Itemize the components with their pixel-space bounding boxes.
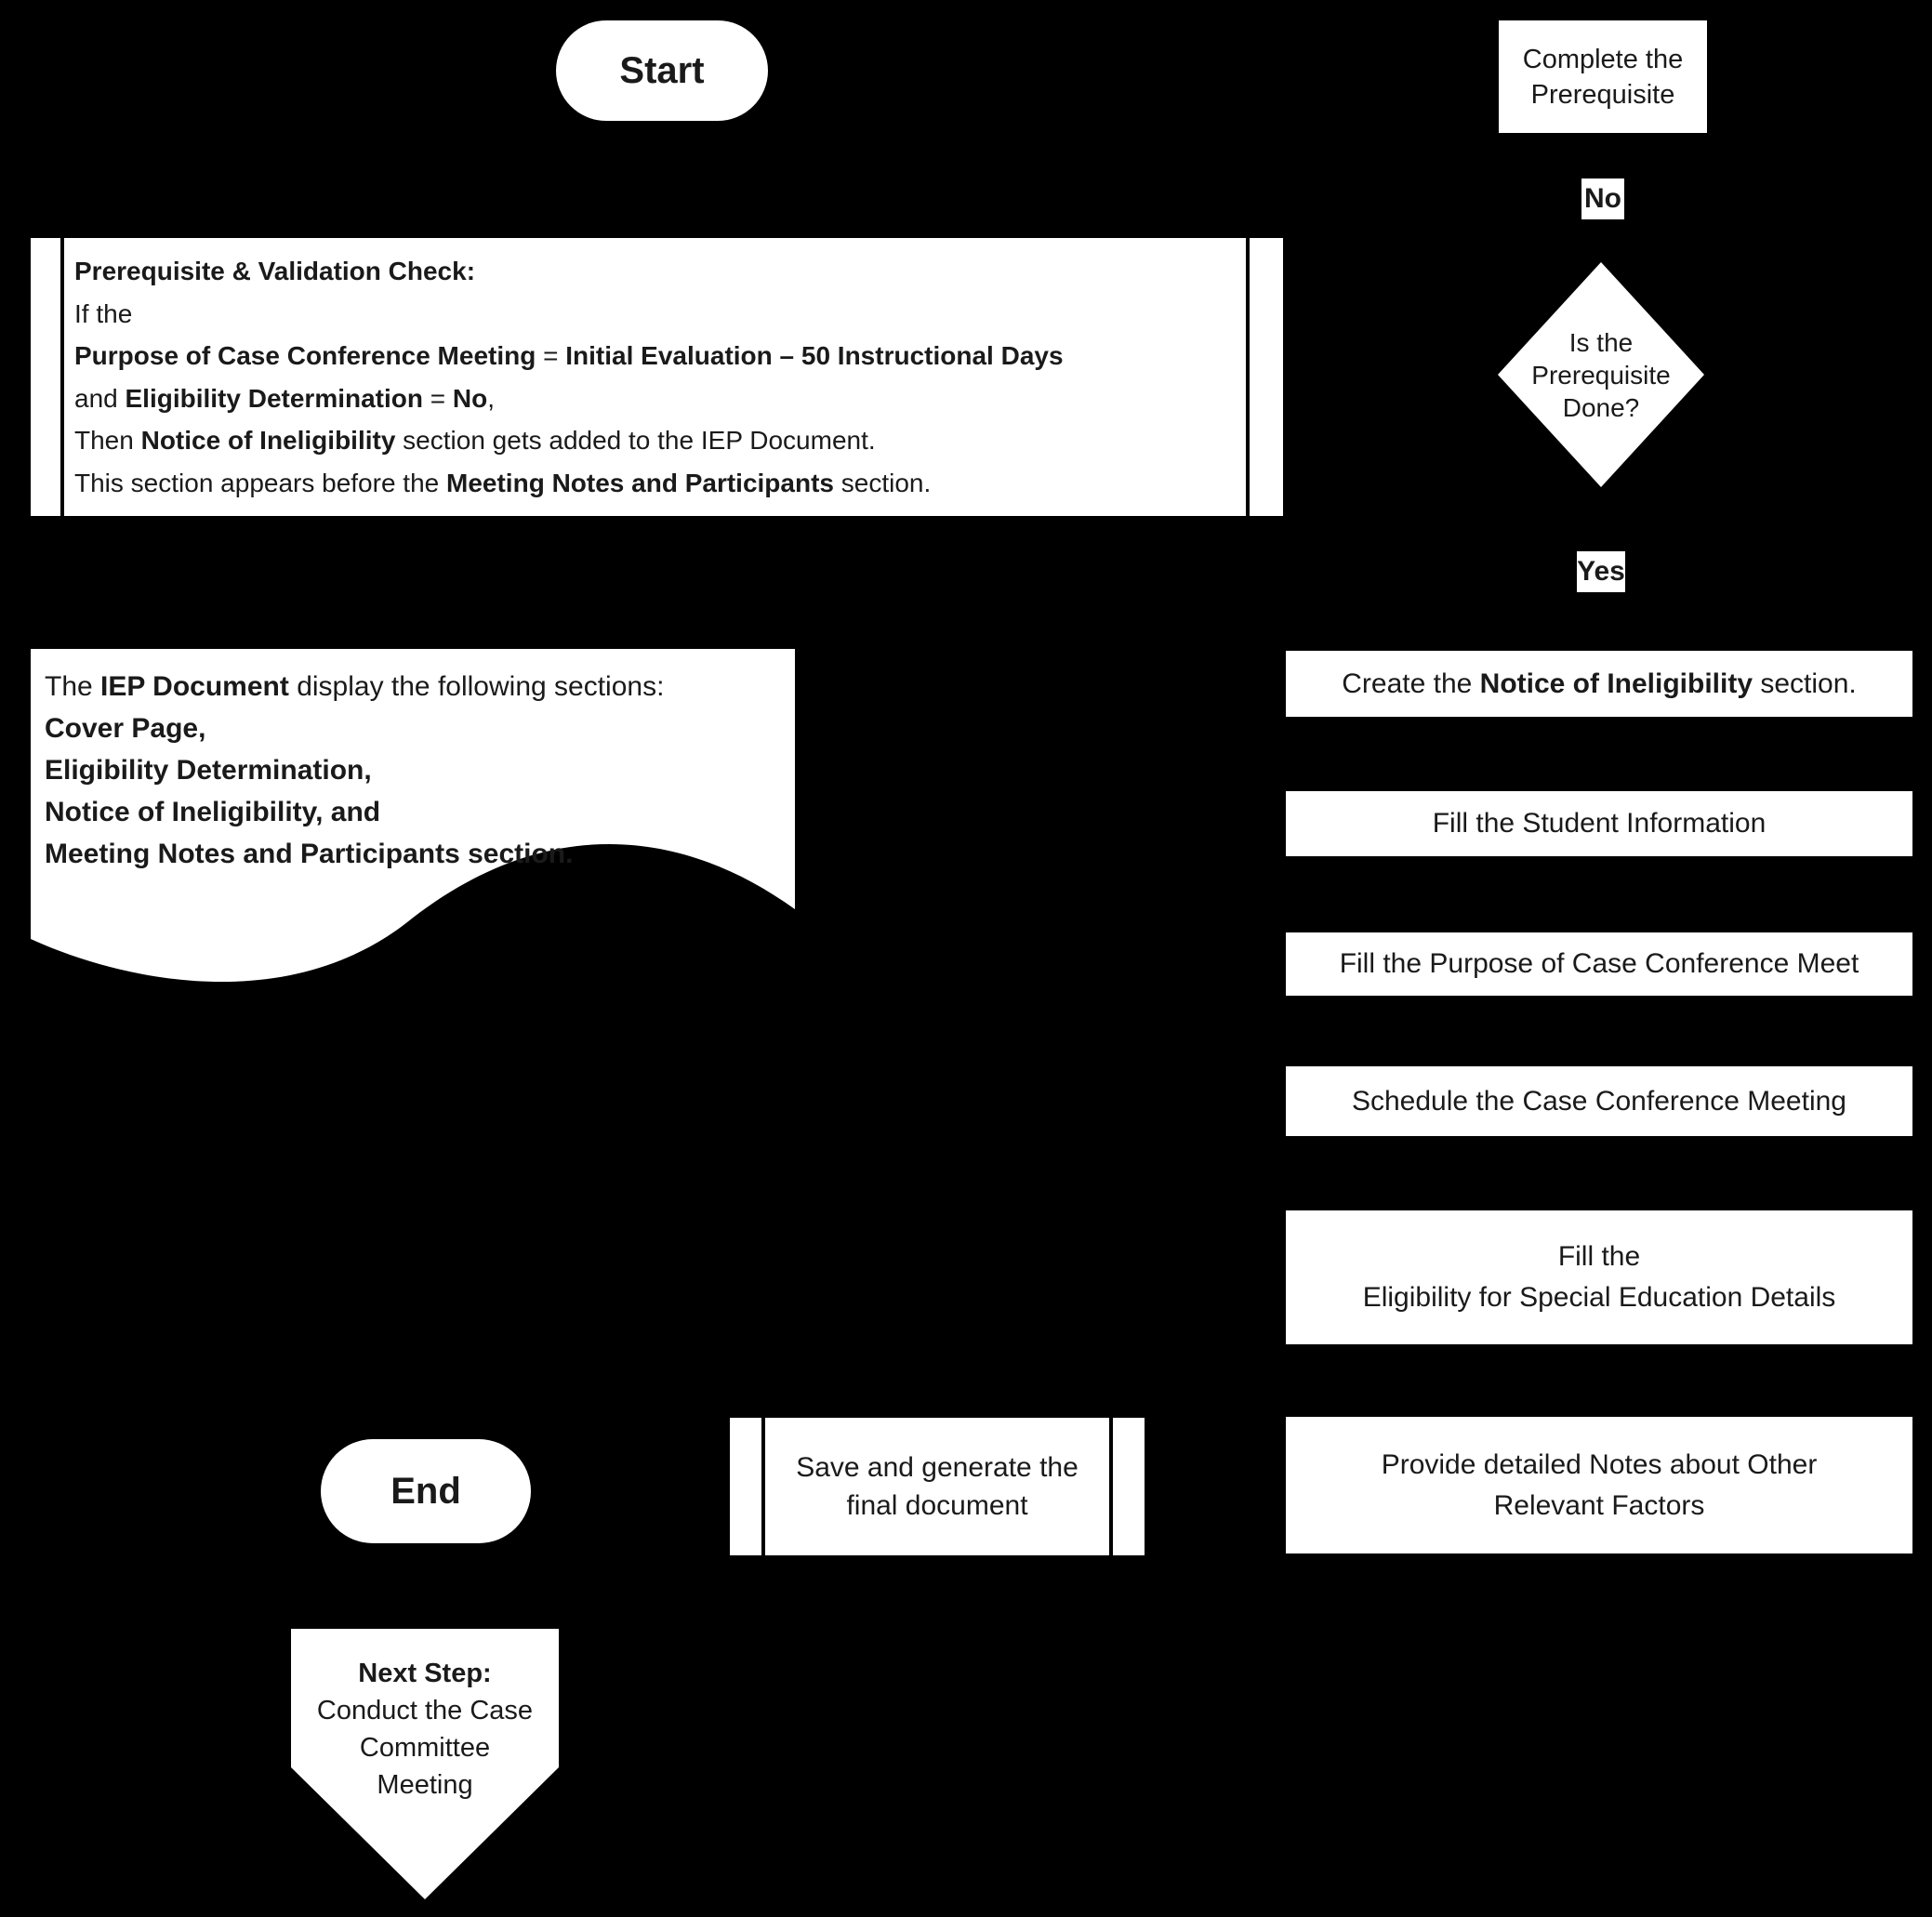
fill-student-information-label: Fill the Student Information [1432, 808, 1767, 839]
prerequisite-validation-text: Prerequisite & Validation Check: If the Purpose of Case Conference Meeting = Initial Evaluation – 50 Instructional Days and Eligibility Determination = No, Then Notice of Ineligibility section gets added to the IEP Document. This section appears before the Meeting Notes and Participants section. [74, 257, 1064, 497]
save-generate-label: Save and generate the final document [796, 1452, 1078, 1521]
no-branch-label: No [1581, 178, 1624, 219]
next-step-label: Next Step: Conduct the Case Committee Meeting [316, 1659, 534, 1800]
decision-label: Is the Prerequisite Done? [1531, 327, 1671, 422]
iep-document-text: The IEP Document display the following sections: Cover Page, Eligibility Determination, Notice of Ineligibility, and Meeting Notes and Participants section. [45, 671, 665, 869]
save-generate-step [730, 1418, 1145, 1555]
provide-notes-step [1286, 1417, 1912, 1553]
complete-prerequisite-label: Complete the Prerequisite [1522, 44, 1684, 110]
start-terminator [556, 20, 768, 121]
start-label: Start [619, 49, 705, 91]
provide-notes-label: Provide detailed Notes about Other Relevant Factors [1381, 1448, 1818, 1521]
next-step-connector [291, 1629, 559, 1899]
yes-branch-label: Yes [1577, 551, 1625, 592]
prerequisite-validation-note [31, 238, 1283, 516]
fill-student-information-step [1286, 791, 1912, 856]
fill-purpose-step [1286, 932, 1912, 996]
iep-document-shape [31, 649, 795, 984]
end-label: End [390, 1470, 461, 1512]
right-inner-line [1246, 238, 1250, 516]
schedule-meeting-step [1286, 1066, 1912, 1136]
complete-prerequisite-step [1499, 20, 1707, 133]
prerequisite-done-decision [1498, 262, 1704, 487]
schedule-meeting-label: Schedule the Case Conference Meeting [1351, 1085, 1846, 1117]
create-notice-label: Create the Notice of Ineligibility section. [1342, 668, 1857, 699]
fill-eligibility-label: Fill the Eligibility for Special Education Details [1362, 1241, 1836, 1313]
fill-purpose-label: Fill the Purpose of Case Conference Meet [1339, 948, 1859, 979]
left-inner-line [60, 238, 64, 516]
fill-eligibility-step [1286, 1210, 1912, 1344]
end-terminator [321, 1439, 531, 1543]
create-notice-step [1286, 651, 1912, 717]
